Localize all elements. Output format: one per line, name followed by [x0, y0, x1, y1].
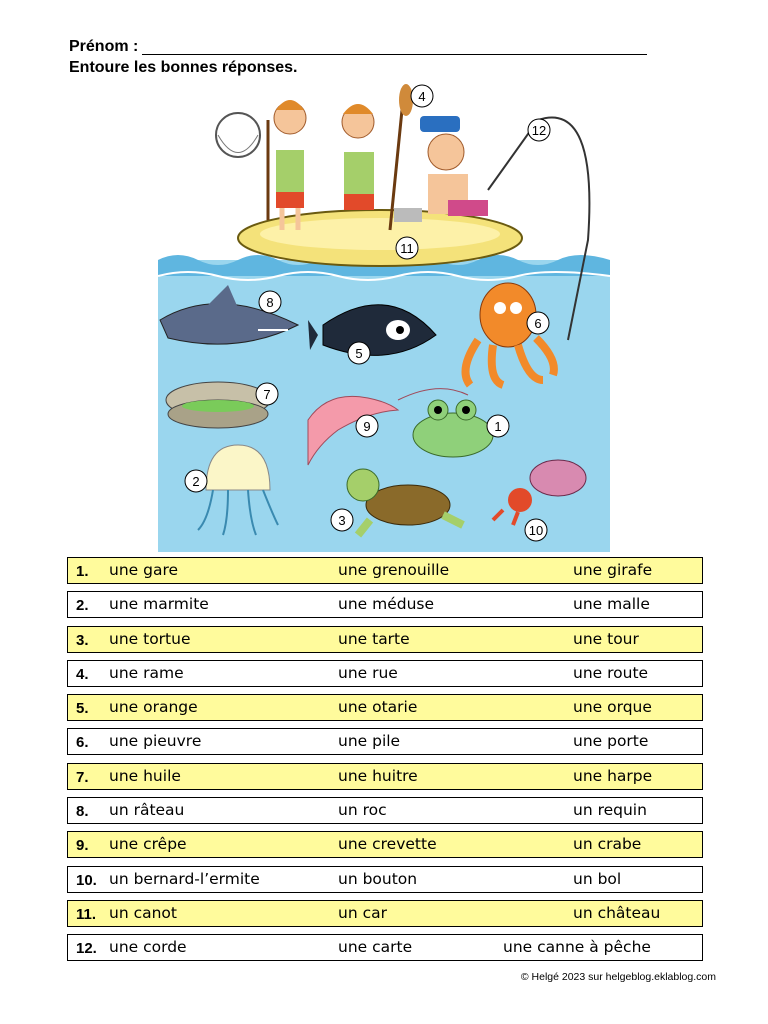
row-number: 12.: [76, 940, 97, 958]
choice-option[interactable]: une grenouille: [338, 561, 450, 579]
table-row: [67, 831, 703, 858]
choice-option[interactable]: une orque: [573, 698, 652, 717]
label-badge-text: 6: [534, 316, 542, 331]
choice-option[interactable]: une marmite: [109, 595, 209, 614]
choice-option[interactable]: une rue: [338, 663, 398, 682]
label-badge-text: 10: [528, 523, 544, 538]
choice-option[interactable]: une route: [573, 663, 649, 682]
label-badge-text: 7: [263, 387, 271, 402]
label-badge: [527, 312, 549, 334]
choice-option[interactable]: une crêpe: [109, 835, 187, 854]
choice-option[interactable]: une méduse: [338, 595, 435, 614]
choice-option[interactable]: une girafe: [573, 561, 653, 579]
table-row: [67, 660, 703, 687]
label-badge-text: 4: [418, 89, 426, 104]
table-row: [67, 694, 703, 721]
label-badge: [528, 119, 550, 141]
label-badge-text: 2: [192, 474, 200, 489]
table-row: [67, 866, 703, 893]
choice-option[interactable]: une huitre: [338, 766, 418, 785]
row-number: 5.: [76, 700, 89, 718]
choice-option[interactable]: un crabe: [573, 835, 642, 854]
choice-option[interactable]: un canot: [109, 903, 177, 922]
row-number: 11.: [76, 905, 97, 923]
label-badge: [411, 85, 433, 107]
answer-table: [67, 557, 703, 969]
choice-option[interactable]: une crevette: [338, 835, 437, 854]
choice-option[interactable]: un roc: [338, 801, 387, 820]
table-row: [67, 934, 703, 961]
choice-option[interactable]: un bouton: [338, 869, 418, 888]
table-row: [67, 797, 703, 824]
copyright-footer: © Helgé 2023 sur helgeblog.eklablog.com: [520, 971, 716, 983]
choice-option[interactable]: un bol: [573, 869, 622, 888]
name-label: Prénom :: [69, 38, 139, 55]
choice-option[interactable]: une malle: [573, 595, 650, 614]
row-number: 1.: [76, 563, 89, 580]
oyster-illustration: [166, 382, 270, 428]
choice-option[interactable]: une gare: [109, 561, 179, 579]
choice-option[interactable]: une corde: [109, 938, 187, 957]
choice-option[interactable]: une otarie: [338, 698, 418, 717]
choice-option[interactable]: une tarte: [338, 629, 410, 648]
row-number: 4.: [76, 665, 89, 683]
choice-option[interactable]: une huile: [109, 766, 181, 785]
label-badge: [185, 470, 207, 492]
label-badge: [256, 383, 278, 405]
worksheet-header: [69, 38, 647, 77]
choice-option[interactable]: un car: [338, 903, 387, 922]
label-badge: [487, 415, 509, 437]
label-badge: [525, 519, 547, 541]
table-row: [67, 763, 703, 790]
choice-option[interactable]: une rame: [109, 663, 184, 682]
label-badge-text: 5: [355, 346, 363, 361]
table-row: [67, 626, 703, 653]
label-badge: [396, 237, 418, 259]
label-badge: [331, 509, 353, 531]
choice-option[interactable]: un château: [573, 903, 661, 922]
label-badge-text: 9: [363, 419, 371, 434]
choice-option[interactable]: un râteau: [109, 801, 185, 820]
label-badge-text: 8: [266, 295, 274, 310]
row-number: 9.: [76, 837, 89, 855]
table-row: [67, 557, 703, 584]
choice-option[interactable]: une tour: [573, 629, 639, 648]
row-number: 2.: [76, 597, 89, 615]
label-badge-text: 12: [531, 123, 547, 138]
choice-option[interactable]: une carte: [338, 938, 413, 957]
choice-option[interactable]: un bernard-l’ermite: [109, 869, 260, 888]
name-blank-line[interactable]: [142, 38, 647, 55]
row-number: 10.: [76, 871, 97, 889]
table-row: [67, 900, 703, 927]
label-badge-text: 1: [494, 419, 502, 434]
choice-option[interactable]: une canne à pêche: [503, 938, 651, 957]
label-badge-text: 3: [338, 513, 346, 528]
row-number: 3.: [76, 631, 89, 649]
choice-option[interactable]: une porte: [573, 732, 649, 751]
table-row: [67, 591, 703, 618]
instruction-text: Entoure les bonnes réponses.: [69, 59, 298, 76]
row-number: 6.: [76, 734, 89, 752]
label-badge: [259, 291, 281, 313]
illustration: [158, 80, 610, 552]
choice-option[interactable]: un requin: [573, 801, 647, 820]
label-badge: [356, 415, 378, 437]
label-badge-text: 11: [400, 241, 414, 256]
choice-option[interactable]: une harpe: [573, 766, 653, 785]
row-number: 8.: [76, 803, 89, 821]
choice-option[interactable]: une tortue: [109, 629, 191, 648]
label-badge: [348, 342, 370, 364]
choice-option[interactable]: une orange: [109, 698, 198, 717]
table-row: [67, 728, 703, 755]
choice-option[interactable]: une pieuvre: [109, 732, 202, 751]
row-number: 7.: [76, 768, 89, 786]
choice-option[interactable]: une pile: [338, 732, 401, 751]
